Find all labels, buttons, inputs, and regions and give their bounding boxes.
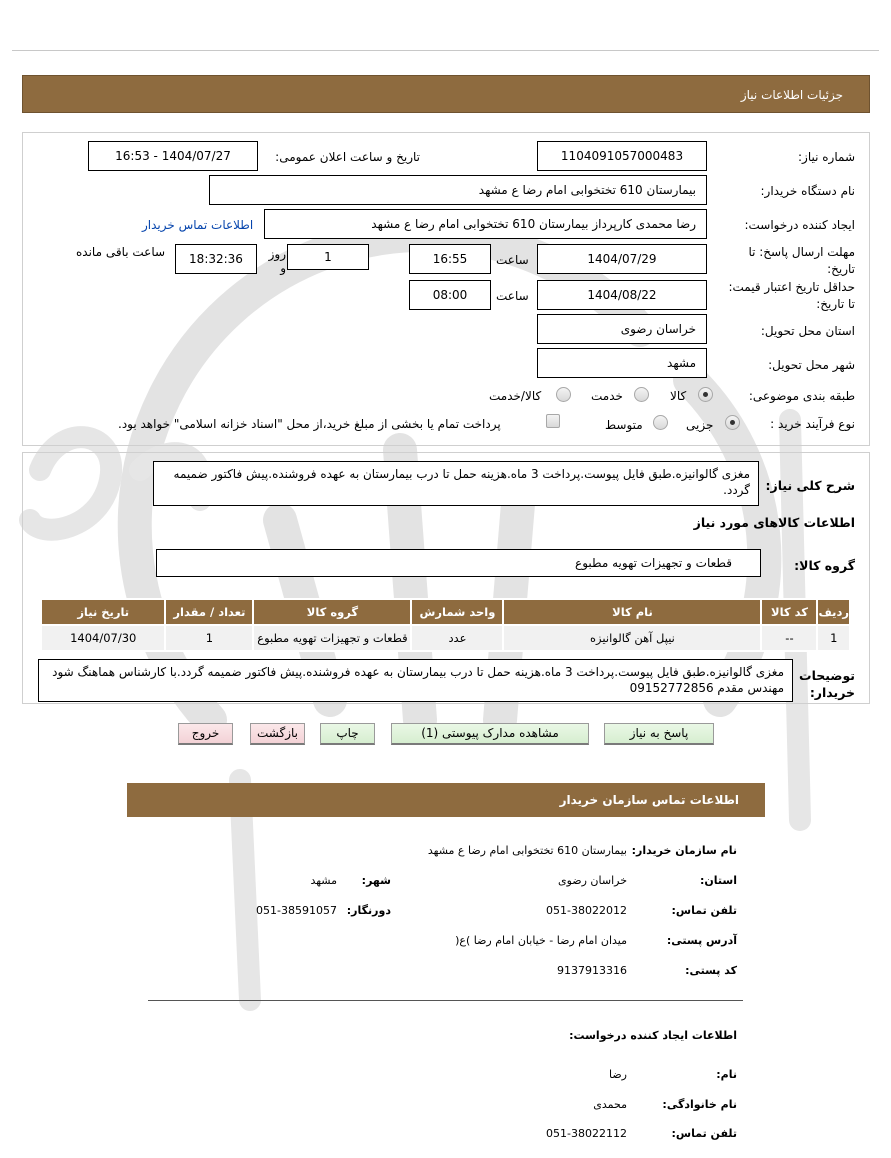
treasury-checkbox[interactable] bbox=[546, 414, 560, 428]
goods-table bbox=[40, 598, 851, 652]
col-date: تاریخ نیاز bbox=[41, 599, 165, 625]
description-label: شرح کلی نیاز: bbox=[765, 478, 855, 493]
deadline-time-label: ساعت bbox=[496, 253, 529, 267]
buyer-org-field: بیمارستان 610 تختخوابی امام رضا ع مشهد bbox=[209, 175, 707, 205]
category-label: طبقه بندی موضوعی: bbox=[748, 389, 855, 403]
reply-button[interactable]: پاسخ به نیاز bbox=[604, 723, 714, 745]
validity-date-field: 1404/08/22 bbox=[537, 280, 707, 310]
category-radio-goods[interactable] bbox=[698, 387, 713, 402]
buyer-notes-label: توضیحات bbox=[799, 668, 855, 683]
buyer-notes-field: مغزی گالوانیزه.طبق فایل پیوست.پرداخت 3 ماه.هزینه حمل تا درب بیمارستان به عهده فروشنده.پیش فاکتور ضمیمه گردد.با کارشناس هماهنگ شود مهندس مقدم 09152772856 bbox=[38, 659, 793, 702]
process-radio-minor[interactable] bbox=[725, 415, 740, 430]
contact-postal-label: کد پستی: bbox=[685, 964, 737, 977]
col-unit: واحد شمارش bbox=[411, 599, 503, 625]
province-field: خراسان رضوی bbox=[537, 314, 707, 344]
exit-button[interactable]: خروج bbox=[178, 723, 233, 745]
creator-family-label: نام خانوادگی: bbox=[662, 1098, 737, 1111]
buyer-notes-label-2: خریدار: bbox=[809, 685, 855, 700]
process-radio-medium[interactable] bbox=[653, 415, 668, 430]
contact-divider bbox=[148, 1000, 743, 1001]
contact-address-label: آدرس پستی: bbox=[666, 934, 737, 947]
announce-label: تاریخ و ساعت اعلان عمومی: bbox=[275, 150, 420, 164]
creator-phone-label: تلفن تماس: bbox=[671, 1127, 737, 1140]
validity-label: حداقل تاریخ اعتبار قیمت: bbox=[728, 280, 855, 294]
creator-label: ایجاد کننده درخواست: bbox=[744, 218, 855, 232]
cell-unit: عدد bbox=[411, 625, 503, 651]
contact-province-value: خراسان رضوی bbox=[557, 874, 627, 887]
city-label: شهر محل تحویل: bbox=[768, 358, 855, 372]
col-qty: تعداد / مقدار bbox=[165, 599, 253, 625]
validity-time-field: 08:00 bbox=[409, 280, 491, 310]
validity-time-label: ساعت bbox=[496, 289, 529, 303]
cell-name: نیپل آهن گالوانیزه bbox=[503, 625, 761, 651]
cell-row: 1 bbox=[817, 625, 850, 651]
contact-phone-value: 051-38022012 bbox=[546, 904, 627, 917]
contact-org-label: نام سازمان خریدار: bbox=[631, 844, 737, 857]
cell-group: قطعات و تجهیزات تهویه مطبوع bbox=[253, 625, 411, 651]
col-row: ردیف bbox=[817, 599, 850, 625]
category-radio-goods-service[interactable] bbox=[556, 387, 571, 402]
col-group: گروه کالا bbox=[253, 599, 411, 625]
contact-fax-value: 051-38591057 bbox=[256, 904, 337, 917]
category-option-goods: کالا bbox=[670, 389, 687, 403]
creator-field: رضا محمدی کارپرداز بیمارستان 610 تختخوابی امام رضا ع مشهد bbox=[264, 209, 707, 239]
province-label: استان محل تحویل: bbox=[760, 324, 855, 338]
contact-fax-label: دورنگار: bbox=[346, 904, 391, 917]
contact-header bbox=[127, 783, 765, 817]
goods-group-field: قطعات و تجهیزات تهویه مطبوع bbox=[156, 549, 761, 577]
creator-family-value: محمدی bbox=[593, 1098, 627, 1111]
category-option-goods-service: کالا/خدمت bbox=[489, 389, 542, 403]
top-divider bbox=[12, 50, 879, 51]
creator-name-value: رضا bbox=[608, 1068, 627, 1081]
days-label: روز و bbox=[268, 247, 286, 275]
creator-phone-value: 051-38022112 bbox=[546, 1127, 627, 1140]
deadline-label: مهلت ارسال پاسخ: تا bbox=[748, 245, 855, 259]
contact-phone-label: تلفن تماس: bbox=[671, 904, 737, 917]
process-option-medium: متوسط bbox=[605, 418, 643, 432]
goods-section-title: اطلاعات کالاهای مورد نیاز bbox=[693, 515, 855, 530]
city-field: مشهد bbox=[537, 348, 707, 378]
back-button[interactable]: بازگشت bbox=[250, 723, 305, 745]
table-row bbox=[41, 625, 850, 651]
category-option-service: خدمت bbox=[591, 389, 623, 403]
process-option-minor: جزیی bbox=[686, 418, 714, 432]
page-header bbox=[22, 75, 870, 113]
deadline-label-2: تاریخ: bbox=[827, 262, 855, 276]
announce-field: 1404/07/27 - 16:53 bbox=[88, 141, 258, 171]
deadline-time-field: 16:55 bbox=[409, 244, 491, 274]
need-number-label: شماره نیاز: bbox=[798, 150, 855, 164]
contact-address-value: میدان امام رضا - خیابان امام رضا )ع( bbox=[455, 934, 627, 947]
category-radio-service[interactable] bbox=[634, 387, 649, 402]
treasury-text: پرداخت تمام یا بخشی از مبلغ خرید،از محل "اسناد خزانه اسلامی" خواهد بود. bbox=[118, 417, 501, 431]
deadline-date-field: 1404/07/29 bbox=[537, 244, 707, 274]
contact-title: اطلاعات تماس سازمان خریدار bbox=[559, 793, 739, 807]
remaining-time-field: 18:32:36 bbox=[175, 244, 257, 274]
contact-city-label: شهر: bbox=[361, 874, 391, 887]
contact-org-value: بیمارستان 610 تختخوابی امام رضا ع مشهد bbox=[427, 844, 627, 857]
contact-province-label: استان: bbox=[700, 874, 737, 887]
buyer-org-label: نام دستگاه خریدار: bbox=[760, 184, 855, 198]
col-name: نام کالا bbox=[503, 599, 761, 625]
goods-group-label: گروه کالا: bbox=[794, 558, 855, 573]
cell-code: -- bbox=[761, 625, 817, 651]
buyer-contact-link[interactable]: اطلاعات تماس خریدار bbox=[142, 218, 254, 232]
page-title: جزئیات اطلاعات نیاز bbox=[740, 88, 843, 102]
process-label: نوع فرآیند خرید : bbox=[770, 417, 855, 431]
print-button[interactable]: چاپ bbox=[320, 723, 375, 745]
contact-postal-value: 9137913316 bbox=[557, 964, 627, 977]
contact-city-value: مشهد bbox=[310, 874, 337, 887]
attachments-button[interactable]: مشاهده مدارک پیوستی (1) bbox=[391, 723, 589, 745]
goods-table-header bbox=[41, 599, 850, 625]
col-code: کد کالا bbox=[761, 599, 817, 625]
description-field: مغزی گالوانیزه.طبق فایل پیوست.پرداخت 3 ماه.هزینه حمل تا درب بیمارستان به عهده فروشنده.پیش فاکتور ضمیمه گردد. bbox=[153, 461, 759, 506]
cell-qty: 1 bbox=[165, 625, 253, 651]
days-field: 1 bbox=[287, 244, 369, 270]
remaining-label: ساعت باقی مانده bbox=[76, 245, 166, 259]
creator-name-label: نام: bbox=[716, 1068, 737, 1081]
creator-section-title: اطلاعات ایجاد کننده درخواست: bbox=[569, 1029, 737, 1042]
cell-date: 1404/07/30 bbox=[41, 625, 165, 651]
validity-label-2: تا تاریخ: bbox=[816, 297, 855, 311]
need-number-field: 1104091057000483 bbox=[537, 141, 707, 171]
